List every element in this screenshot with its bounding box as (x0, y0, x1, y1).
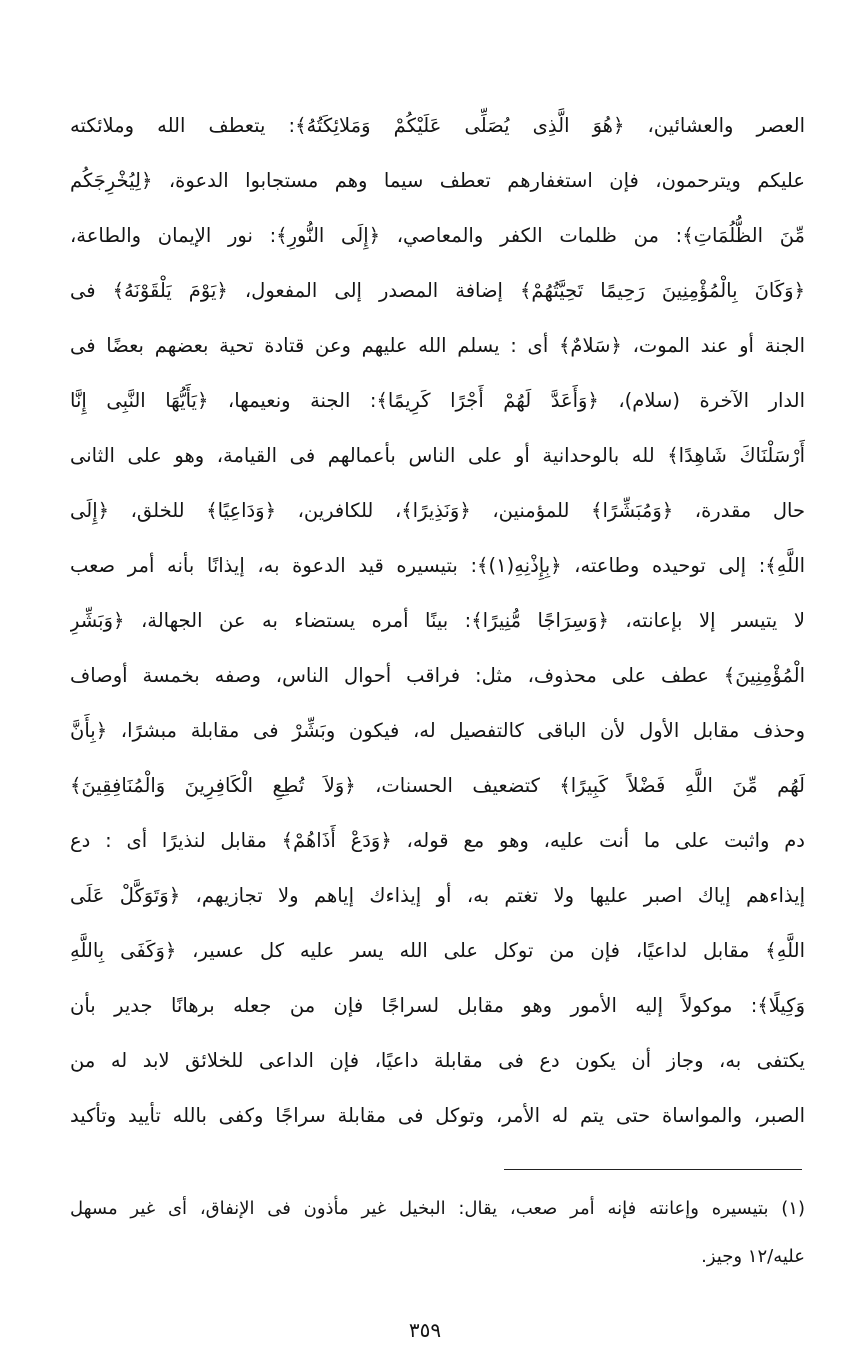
footnotes-block (70, 1185, 805, 1281)
text-line: الجنة أو عند الموت، ﴿سَلامٌ﴾ أى : يسلم الله عليهم وعن قتادة تحية بعضهم بعضًا فى (70, 334, 805, 357)
footnote-divider (504, 1169, 802, 1170)
text-line: لا يتيسر إلا بإعانته، ﴿وَسِرَاجًا مُّنِيرًا﴾: بينًا أمره يستضاء به عن الجهالة، ﴿وَبَشِّرِ (70, 609, 805, 632)
footnote-line: عليه/١٢ وجيز. (701, 1246, 805, 1267)
text-line: العصر والعشائين، ﴿هُوَ الَّذِى يُصَلِّى عَلَيْكُمْ وَمَلائِكَتُهُ﴾: يتعطف الله وملائكته (70, 114, 805, 137)
text-line: دم واثبت على ما أنت عليه، وهو مع قوله، ﴿وَدَعْ أَذَاهُمْ﴾ مقابل لنذيرًا أى : دع (70, 829, 805, 852)
text-line: وَكِيلًا﴾: موكولاً إليه الأمور وهو مقابل لسراجًا فإن من جعله برهانًا جدير بأن (70, 994, 805, 1017)
text-line: ﴿وَكَانَ بِالْمُؤْمِنِينَ رَحِيمًا تَحِيَّتُهُمْ﴾ إضافة المصدر إلى المفعول، ﴿يَوْمَ يَلْقَوْنَهُ﴾ فى (70, 279, 805, 302)
text-line: الدار الآخرة (سلام)، ﴿وَأَعَدَّ لَهُمْ أَجْرًا كَرِيمًا﴾: الجنة ونعيمها، ﴿يَأَيُّهَا النَّبِى إِنَّا (70, 389, 805, 412)
text-line: اللَّهِ﴾: إلى توحيده وطاعته، ﴿بِإِذْنِهِ(١)﴾: بتيسيره قيد الدعوة به، إيذانًا بأنه أمر صعب (70, 554, 805, 577)
text-line: وحذف مقابل الأول لأن الباقى كالتفصيل له، فيكون وبَشِّرْ فى مقابلة مبشرًا، ﴿بِأَنَّ (70, 719, 805, 742)
text-line: الصبر، والمواساة حتى يتم له الأمر، وتوكل فى مقابلة سراجًا وكفى بالله تأييد وتأكيد (70, 1104, 805, 1127)
text-line: عليكم ويترحمون، فإن استغفارهم تعطف سيما وهم مستجابوا الدعوة، ﴿لِيُخْرِجَكُم (70, 169, 805, 192)
footnote-line: (١) بتيسيره وإعانته فإنه أمر صعب، يقال: البخيل غير مأذون فى الإنفاق، أى غير مسهل (70, 1198, 805, 1219)
text-line: مِّنَ الظُّلُمَاتِ﴾: من ظلمات الكفر والمعاصي، ﴿إِلَى النُّورِ﴾: نور الإيمان والطاعة، (70, 224, 805, 247)
text-line: يكتفى به، وجاز أن يكون دع فى مقابلة داعيًا، فإن الداعى للخلائق لابد له من (70, 1049, 805, 1072)
text-line: اللَّهِ﴾ مقابل لداعيًا، فإن من توكل على الله يسر عليه كل عسير، ﴿وَكَفَى بِاللَّهِ (70, 939, 805, 962)
page-number: ٣٥٩ (408, 1318, 442, 1342)
text-line: حال مقدرة، ﴿وَمُبَشِّرًا﴾ للمؤمنين، ﴿وَنَذِيرًا﴾، للكافرين، ﴿وَدَاعِيًا﴾ للخلق، ﴿إِلَى (70, 499, 805, 522)
text-line: لَهُم مِّنَ اللَّهِ فَضْلاً كَبِيرًا﴾ كتضعيف الحسنات، ﴿وَلاَ تُطِعِ الْكَافِرِينَ وَالْمُنَافِقِينَ﴾ (70, 774, 805, 797)
text-line: الْمُؤْمِنِينَ﴾ عطف على محذوف، مثل: فراقب أحوال الناس، وصفه بخمسة أوصاف (70, 664, 805, 687)
text-line: أَرْسَلْنَاكَ شَاهِدًا﴾ لله بالوحدانية أو على الناس بأعمالهم فى القيامة، وهو على الثانى (70, 444, 805, 467)
main-text-block (70, 98, 805, 1143)
text-line: إيذاءهم إياك اصبر عليها ولا تغتم به، أو إيذاءك إياهم ولا تجازيهم، ﴿وَتَوَكَّلْ عَلَى (70, 884, 805, 907)
